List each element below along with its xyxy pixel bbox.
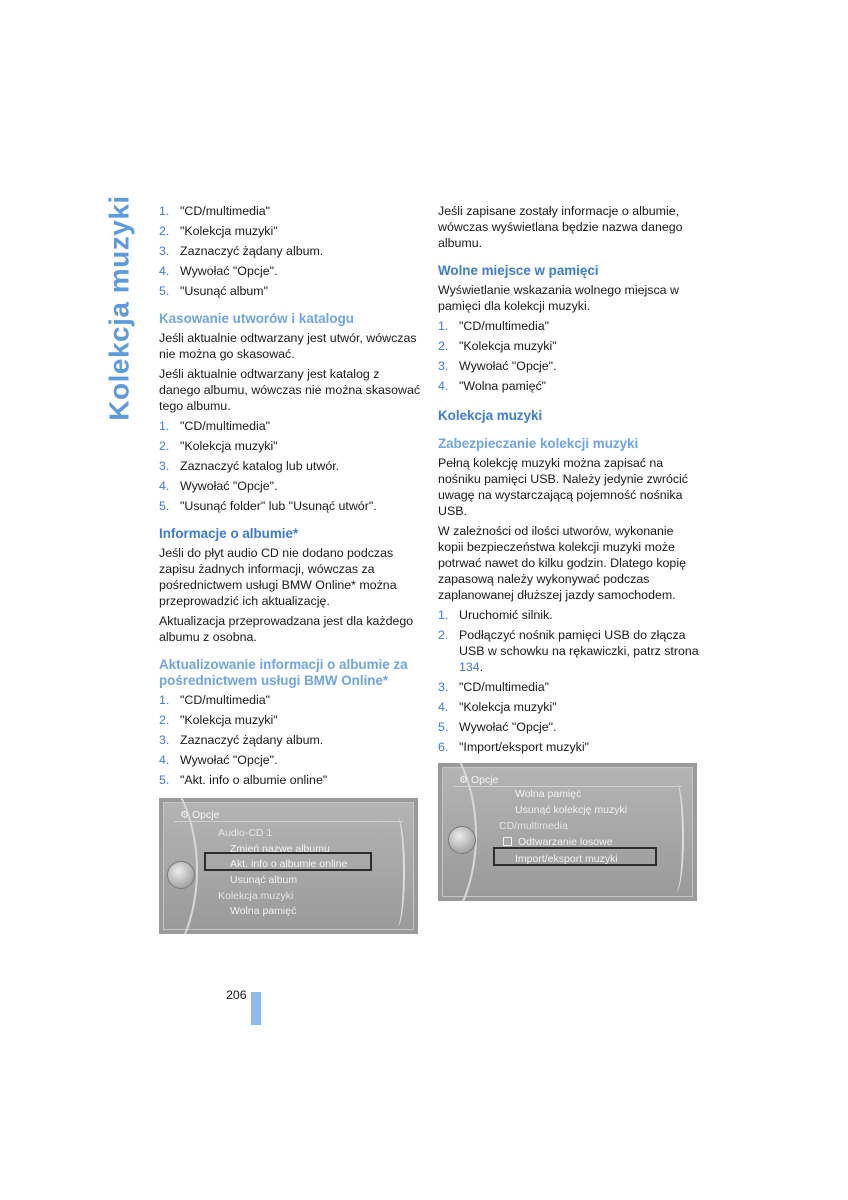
steps-delete-album — [159, 203, 421, 299]
steps-update-info — [159, 692, 421, 788]
menu-item-free-memory[interactable]: Wolna pamięć — [515, 788, 582, 800]
steps-backup — [438, 607, 700, 755]
steps-free-memory — [438, 318, 700, 394]
list-item: 3. Wywołać "Opcje". — [438, 359, 557, 373]
list-item: 5. Wywołać "Opcje". — [438, 720, 557, 734]
paragraph: W zależności od ilości utworów, wykonanie kopii bezpieczeństwa kolekcji muzyki może potrwać nawet do kilku godzin. Dlatego kopię zapasową należy wykonywać podczas zaplanowanej dłuższej jazdy samochodem. — [438, 524, 686, 602]
paragraph: Jeśli aktualnie odtwarzany jest utwór, wówczas nie można go skasować. — [159, 331, 417, 361]
divider — [174, 821, 403, 822]
list-item: 6. "Import/eksport muzyki" — [438, 740, 589, 754]
menu-item-update-info-online[interactable]: Akt. info o albumie online — [230, 858, 348, 870]
screen-panel — [163, 802, 414, 930]
menu-item-import-export[interactable]: Import/eksport muzyki — [515, 853, 618, 865]
list-item: 5. "Usunąć folder" lub "Usunąć utwór". — [159, 499, 377, 513]
left-column — [159, 203, 421, 934]
paragraph: Jeśli aktualnie odtwarzany jest katalog z danego albumu, wówczas nie można skasować tego albumu. — [159, 367, 421, 413]
list-item: 2. "Kolekcja muzyki" — [159, 439, 278, 453]
list-item: 3. "CD/multimedia" — [438, 680, 550, 694]
list-item: 2. "Kolekcja muzyki" — [159, 713, 278, 727]
heading-kolekcja: Kolekcja muzyki — [438, 408, 543, 423]
paragraph: Aktualizacja przeprowadzana jest dla każdego albumu z osobna. — [159, 614, 414, 644]
heading-aktualizowanie: Aktualizowanie informacji o albumie za pośrednictwem usługi BMW Online* — [159, 657, 408, 688]
menu-item-delete-collection[interactable]: Usunąć kolekcję muzyki — [515, 804, 628, 816]
side-chapter-title — [100, 194, 140, 421]
list-item: 4. Wywołać "Opcje". — [159, 264, 278, 278]
page-link[interactable]: 134 — [459, 660, 480, 674]
controller-knob-icon — [167, 861, 195, 889]
right-column — [438, 203, 700, 901]
list-item: 3. Zaznaczyć katalog lub utwór. — [159, 459, 340, 473]
list-item: 5. "Usunąć album" — [159, 284, 268, 298]
menu-item-rename-album[interactable]: Zmień nazwę albumu — [230, 843, 330, 855]
menu-item-free-memory[interactable]: Wolna pamięć — [230, 905, 297, 917]
idrive-screen-options-collection — [438, 763, 697, 901]
list-item: 4. Wywołać "Opcje". — [159, 479, 278, 493]
scroll-arc — [668, 782, 684, 892]
list-item: 2. "Kolekcja muzyki" — [159, 224, 278, 238]
screen-header: ⚙ Opcje — [459, 774, 499, 786]
list-item: 2. Podłączyć nośnik pamięci USB do złącza USB w schowku na rękawiczki, patrz strona 134. — [438, 628, 699, 674]
options-icon: ⚙ — [459, 775, 468, 786]
screen-section-label: CD/multimedia — [499, 820, 568, 832]
list-item: 1. "CD/multimedia" — [159, 204, 271, 218]
list-item: 1. "CD/multimedia" — [438, 319, 550, 333]
list-item: 2. "Kolekcja muzyki" — [438, 339, 557, 353]
list-item: 4. Wywołać "Opcje". — [159, 753, 278, 767]
steps-delete-folder — [159, 418, 421, 514]
heading-zabezpieczanie: Zabezpieczanie kolekcji muzyki — [438, 436, 639, 451]
paragraph: Pełną kolekcję muzyki można zapisać na nośniku pamięci USB. Należy jedynie zwrócić uwagę na wystarczającą pojemność nośnika USB. — [438, 456, 688, 518]
list-item: 1. Uruchomić silnik. — [438, 608, 553, 622]
list-item: 4. "Kolekcja muzyki" — [438, 700, 557, 714]
heading-informacje: Informacje o albumie* — [159, 526, 299, 541]
list-item: 1. "CD/multimedia" — [159, 693, 271, 707]
menu-item-shuffle[interactable]: Odtwarzanie losowe — [503, 834, 613, 850]
menu-item-delete-album[interactable]: Usunąć album — [230, 874, 298, 886]
options-icon: ⚙ — [180, 810, 189, 821]
paragraph: Jeśli do płyt audio CD nie dodano podczas zapisu żadnych informacji, wówczas za pośrednictwem usługi BMW Online* można przeprowadzić ich aktualizację. — [159, 546, 397, 608]
screen-section-label: Kolekcja muzyki — [218, 890, 294, 902]
screen-section-label: Audio-CD 1 — [218, 827, 273, 839]
checkbox-icon[interactable] — [503, 837, 512, 846]
list-item: 5. "Akt. info o albumie online" — [159, 773, 328, 787]
paragraph: Jeśli zapisane zostały informacje o albumie, wówczas wyświetlana będzie nazwa danego albumu. — [438, 204, 683, 250]
idrive-screen-options-album — [159, 798, 418, 934]
list-item: 3. Zaznaczyć żądany album. — [159, 244, 324, 258]
heading-wolne-miejsce: Wolne miejsce w pamięci — [438, 263, 599, 278]
controller-knob-icon — [448, 826, 476, 854]
heading-kasowanie: Kasowanie utworów i katalogu — [159, 311, 354, 326]
list-item: 1. "CD/multimedia" — [159, 419, 271, 433]
screen-panel — [442, 767, 693, 897]
page-marker-bar — [251, 992, 261, 1025]
screen-header: ⚙ Opcje — [180, 809, 220, 821]
paragraph: Wyświetlanie wskazania wolnego miejsca w pamięci dla kolekcji muzyki. — [438, 283, 679, 313]
list-item: 4. "Wolna pamięć" — [438, 379, 547, 393]
scroll-arc — [389, 817, 405, 927]
page-number: 206 — [226, 988, 247, 1002]
list-item: 3. Zaznaczyć żądany album. — [159, 733, 324, 747]
side-chapter-title-text: Kolekcja muzyki — [104, 194, 135, 421]
